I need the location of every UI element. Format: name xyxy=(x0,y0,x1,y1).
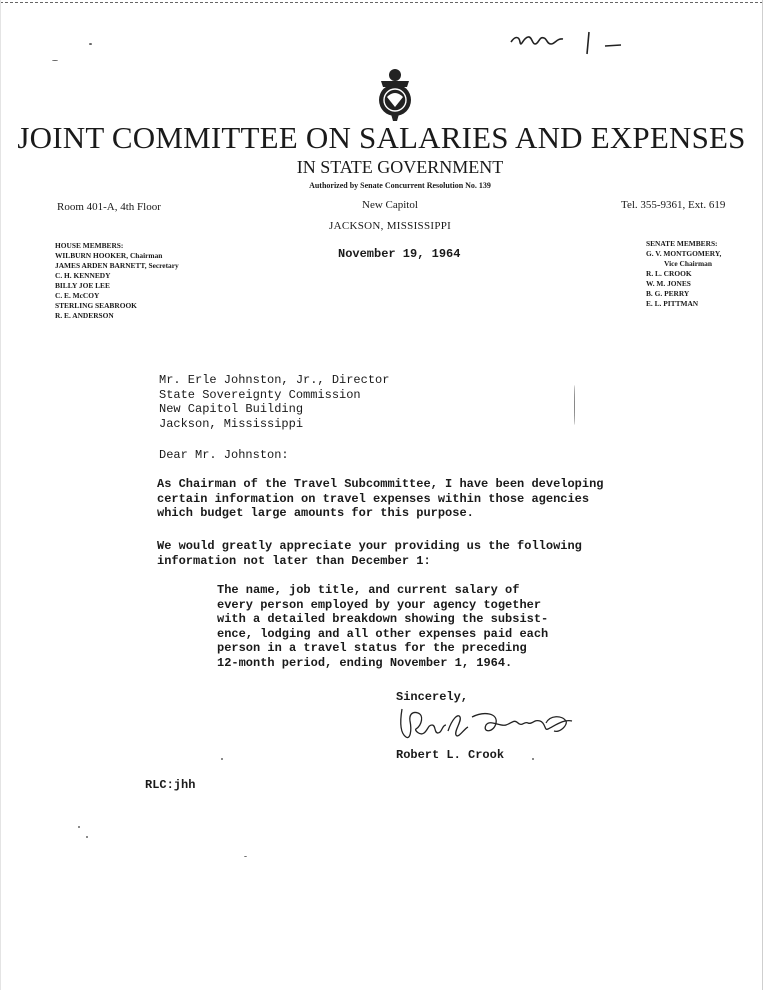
body-line: We would greatly appreciate your providing us the following xyxy=(157,539,582,553)
address-line: Jackson, Mississippi xyxy=(159,416,304,431)
body-line: person in a travel status for the preceding xyxy=(217,641,527,656)
body-line: ence, lodging and all other expenses paid each xyxy=(217,626,549,641)
body-line: information not later than December 1: xyxy=(157,553,431,568)
letterhead-authority: Authorized by Senate Concurrent Resolution No. 139 xyxy=(309,181,491,190)
body-paragraph-2 xyxy=(157,539,582,568)
closing: Sincerely, xyxy=(396,690,469,704)
scan-top-border xyxy=(0,2,763,3)
body-line: with a detailed breakdown showing the subsist- xyxy=(217,612,549,627)
letterhead-subtitle: IN STATE GOVERNMENT xyxy=(296,157,504,177)
house-member: JAMES ARDEN BARNETT, Secretary xyxy=(55,261,179,270)
scan-speck xyxy=(244,856,247,857)
scan-speck xyxy=(221,758,223,760)
house-member: C. E. McCOY xyxy=(55,291,100,300)
address-line: State Sovereignty Commission xyxy=(159,387,361,402)
body-line: which budget large amounts for this purpose. xyxy=(157,506,474,521)
inside-address xyxy=(159,373,389,431)
handwritten-mark-icon xyxy=(505,24,625,64)
body-paragraph-1 xyxy=(157,477,603,521)
senate-member: W. M. JONES xyxy=(646,279,691,288)
house-member: STERLING SEABROOK xyxy=(55,301,137,310)
letter-date: November 19, 1964 xyxy=(338,247,461,261)
house-member: BILLY JOE LEE xyxy=(55,281,110,290)
scan-speck xyxy=(86,836,88,838)
house-member: WILBURN HOOKER, Chairman xyxy=(55,251,163,260)
office-building: New Capitol xyxy=(362,199,418,211)
senate-member: B. G. PERRY xyxy=(646,289,690,298)
reference-initials: RLC:jhh xyxy=(145,778,196,792)
body-line: every person employed by your agency together xyxy=(217,597,542,612)
scan-speck xyxy=(532,758,534,760)
senate-member: R. L. CROOK xyxy=(646,269,692,278)
indented-request xyxy=(217,583,548,671)
house-member: C. H. KENNEDY xyxy=(55,271,111,280)
signer-name: Robert L. Crook xyxy=(396,748,505,762)
address-line: New Capitol Building xyxy=(159,402,304,417)
house-member: R. E. ANDERSON xyxy=(55,311,114,320)
office-city: JACKSON, MISSISSIPPI xyxy=(329,220,452,232)
scan-speck xyxy=(89,43,92,45)
senate-members-list xyxy=(646,239,721,309)
body-line: certain information on travel expenses within those agencies xyxy=(157,491,590,506)
house-members-heading: HOUSE MEMBERS: xyxy=(55,241,124,250)
body-line: The name, job title, and current salary of xyxy=(217,583,520,597)
body-line: 12-month period, ending November 1, 1964. xyxy=(217,655,513,670)
scan-speck xyxy=(78,826,80,828)
senate-members-heading: SENATE MEMBERS: xyxy=(646,239,718,248)
scan-speck xyxy=(52,60,58,61)
scan-speck xyxy=(574,385,575,425)
salutation: Dear Mr. Johnston: xyxy=(159,448,289,462)
state-seal-icon xyxy=(375,67,415,123)
senate-member-role: Vice Chairman xyxy=(664,259,712,268)
senate-member: E. L. PITTMAN xyxy=(646,299,699,308)
body-line: As Chairman of the Travel Subcommittee, I have been developing xyxy=(157,477,604,491)
address-line: Mr. Erle Johnston, Jr., Director xyxy=(159,373,390,387)
letterhead-title: JOINT COMMITTEE ON SALARIES AND EXPENSES xyxy=(17,120,746,155)
handwritten-signature-icon xyxy=(396,703,578,751)
office-room: Room 401-A, 4th Floor xyxy=(57,201,161,213)
house-members-list xyxy=(55,241,179,321)
senate-member: G. V. MONTGOMERY, xyxy=(646,249,722,258)
office-telephone: Tel. 355-9361, Ext. 619 xyxy=(621,199,726,211)
